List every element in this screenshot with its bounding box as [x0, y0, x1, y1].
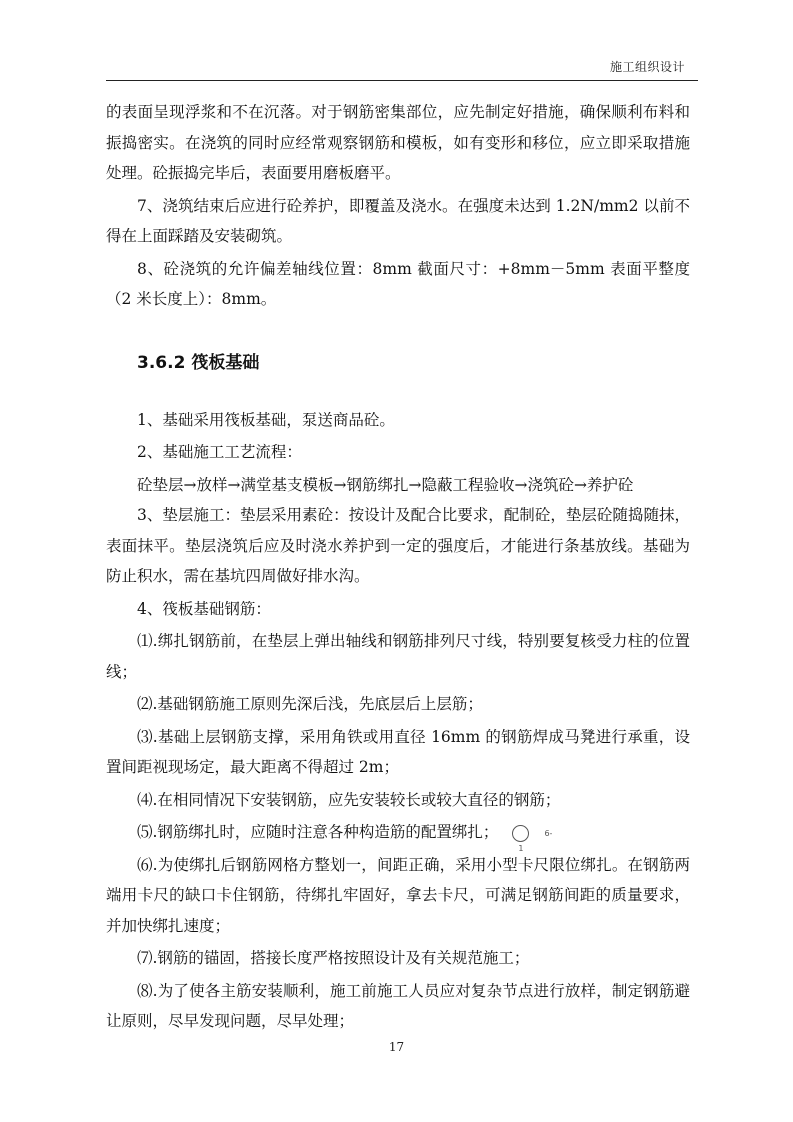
list-item-5-text: ⑸.钢筋绑扎时，应随时注意各种构造筋的配置绑扎； [137, 823, 499, 841]
list-item-5 [106, 817, 690, 853]
page-number: 17 [388, 1040, 405, 1054]
paragraph-foundation-type: 1、基础采用筏板基础，泵送商品砼。 [137, 410, 395, 429]
paragraph-continuation: 的表面呈现浮浆和不在沉落。对于钢筋密集部位，应先制定好措施，确保顺利布料和振捣密实。在浇筑的同时应经常观察钢筋和模板，如有变形和移位，应立即采取措施处理。砼振捣完毕后，表面要用磨板磨平。 [106, 103, 690, 182]
circled-mark-icon: 6-1 [512, 825, 529, 842]
paragraph-process-flow: 砼垫层→放样→满堂基支模板→钢筋绑扎→隐蔽工程验收→浇筑砼→养护砼 [137, 475, 634, 494]
paragraph-cushion-layer: 3、垫层施工：垫层采用素砼：按设计及配合比要求，配制砼，垫层砼随捣随抹，表面抹平。垫层浇筑后应及时浇水养护到一定的强度后，才能进行条基放线。基础为防止积水，需在基坑四周做好排水沟。 [106, 506, 690, 585]
list-item-1: ⑴.绑扎钢筋前，在垫层上弹出轴线和钢筋排列尺寸线，特别要复核受力柱的位置线； [106, 632, 690, 681]
section-heading: 3.6.2 筏板基础 [137, 352, 260, 373]
document-body [106, 97, 690, 1037]
list-item-7: ⑺.钢筋的锚固，搭接长度严格按照设计及有关规范施工； [137, 949, 530, 967]
header-divider [106, 80, 698, 81]
list-item-6: ⑹.为使绑扎后钢筋网格方整划一，间距正确，采用小型卡尺限位绑扎。在钢筋两端用卡尺的缺口卡住钢筋，待绑扎牢固好，拿去卡尺，可满足钢筋间距的质量要求，并加快绑扎速度； [106, 855, 690, 935]
list-item-2: ⑵.基础钢筋施工原则先深后浅，先底层后上层筋； [137, 695, 483, 713]
paragraph-process-title: 2、基础施工工艺流程： [137, 443, 302, 461]
running-header: 施工组织设计 [609, 60, 685, 74]
paragraph-curing: 7、浇筑结束后应进行砼养护，即覆盖及浇水。在强度未达到 1.2N/mm2 以前不得在上面踩踏及安装砌筑。 [106, 196, 690, 245]
paragraph-rebar-title: 4、筏板基础钢筋： [137, 599, 271, 618]
paragraph-tolerance: 8、砼浇筑的允许偏差轴线位置：8mm 截面尺寸：+8mm－5mm 表面平整度（2 米长度上）：8mm。 [106, 259, 690, 308]
list-item-4: ⑷.在相同情况下安装钢筋，应先安装较长或较大直径的钢筋； [137, 790, 561, 809]
list-item-8: ⑻.为了使各主筋安装顺利，施工前施工人员应对复杂节点进行放样，制定钢筋避让原则，尽早发现问题，尽早处理； [106, 981, 690, 1030]
list-item-3: ⑶.基础上层钢筋支撑，采用角铁或用直径 16mm 的钢筋焊成马凳进行承重，设置间距视现场定，最大距离不得超过 2m； [106, 727, 690, 776]
